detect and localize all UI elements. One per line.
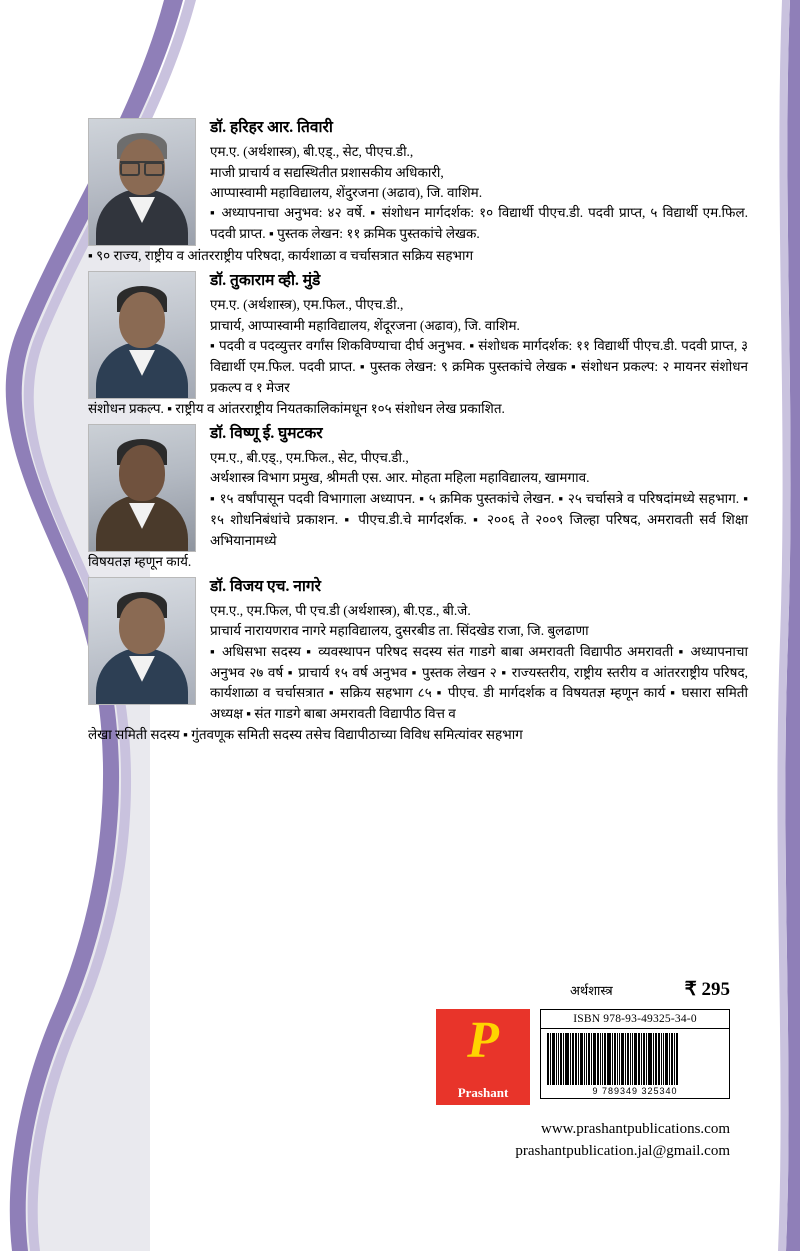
subject-label: अर्थशास्त्र bbox=[569, 983, 613, 998]
author-qualification: एम.ए., एम.फिल, पी एच.डी (अर्थशास्त्र), बी.एड., बी.जे. bbox=[210, 603, 471, 619]
decorative-swoosh-right bbox=[760, 0, 800, 1251]
author-qualification: एम.ए., बी.एड्., एम.फिल., सेट, पीएच.डी., bbox=[210, 450, 409, 466]
author-block bbox=[88, 577, 748, 746]
author-qualification: एम.ए. (अर्थशास्त्र), एम.फिल., पीएच.डी., bbox=[210, 297, 404, 313]
contact-block bbox=[88, 1119, 748, 1163]
barcode-bars bbox=[547, 1033, 723, 1085]
author-photo-1 bbox=[88, 118, 196, 246]
author-qualification: एम.ए. (अर्थशास्त्र), बी.एड्., सेट, पीएच.डी., bbox=[210, 144, 414, 160]
price-label: ₹ 295 bbox=[684, 979, 730, 1000]
author-institute: आप्पास्वामी महाविद्यालय, शेंदुरजना (अढाव), जि. वाशिम. bbox=[210, 184, 483, 200]
author-photo-3 bbox=[88, 424, 196, 552]
email-link[interactable]: prashantpublication.jal@gmail.com bbox=[515, 1142, 730, 1159]
author-details-overflow: लेखा समिती सदस्य ▪ गुंतवणूक समिती सदस्य तसेच विद्यापीठाच्या विविध समित्यांवर सहभाग bbox=[88, 727, 523, 743]
author-name: डॉ. विजय एच. नागरे bbox=[210, 577, 321, 595]
logo-name: Prashant bbox=[457, 1085, 509, 1100]
barcode bbox=[540, 1029, 730, 1099]
publisher-logo bbox=[436, 1009, 530, 1105]
author-details-overflow: विषयतज्ञ म्हणून कार्य. bbox=[88, 553, 192, 569]
price-row bbox=[88, 978, 748, 1001]
author-details: ▪ १५ वर्षांपासून पदवी विभागाला अध्यापन. ▪ ५ क्रमिक पुस्तकांचे लेखन. ▪ २५ चर्चासत्रे व परिषदांमध्ये सहभाग. ▪ १५ शोधनिबंधांचे प्रकाशन. ▪ पीएच.डी.चे मार्गदर्शक. ▪ २००६ ते २००९ जिल्हा परिषद, अमरावती सर्व शिक्षा अभियानामध्ये bbox=[210, 490, 748, 548]
author-position: प्राचार्य नारायणराव नागरे महाविद्यालय, दुसरबीड ता. सिंदखेड राजा, जि. बुलढाणा bbox=[210, 623, 589, 639]
author-name: डॉ. विष्णू ई. घुमटकर bbox=[210, 424, 323, 442]
barcode-number: 9 789349 325340 bbox=[592, 1086, 678, 1096]
author-details-overflow: ▪ ९० राज्य, राष्ट्रीय व आंतरराष्ट्रीय परिषदा, कार्यशाळा व चर्चासत्रात सक्रिय सहभाग bbox=[88, 248, 474, 263]
author-photo-2 bbox=[88, 271, 196, 399]
author-details: ▪ अध्यापनाचा अनुभव: ४२ वर्षे. ▪ संशोधन मार्गदर्शक: १० विद्यार्थी पीएच.डी. पदवी प्राप्त, ५ विद्यार्थी एम.फिल. पदवी प्राप्त. ▪ पुस्तक लेखन: ११ क्रमिक पुस्तकांचे लेखक. bbox=[210, 205, 748, 242]
isbn-text: ISBN 978-93-49325-34-0 bbox=[540, 1009, 730, 1029]
isbn-block bbox=[88, 1009, 748, 1105]
footer-section bbox=[88, 978, 748, 1163]
author-name: डॉ. तुकाराम व्ही. मुंडे bbox=[210, 271, 321, 289]
author-position: प्राचार्य, आप्पास्वामी महाविद्यालय, शेंदूरजना (अढाव), जि. वाशिम. bbox=[210, 317, 520, 333]
author-details-overflow: संशोधन प्रकल्प. ▪ राष्ट्रीय व आंतरराष्ट्रीय नियतकालिकांमधून १०५ संशोधन लेख प्रकाशित. bbox=[88, 400, 505, 416]
author-photo-4 bbox=[88, 577, 196, 705]
authors-section bbox=[88, 118, 748, 750]
author-details: ▪ पदवी व पदव्युत्तर वर्गांस शिकविण्याचा दीर्घ अनुभव. ▪ संशोधक मार्गदर्शक: ११ विद्यार्थी पीएच.डी. पदवी प्राप्त, ३ विद्यार्थी एम.फिल. पदवी प्राप्त. ▪ पुस्तक लेखन: ९ क्रमिक पुस्तकांचे लेखक ▪ संशोधन प्रकल्प: २ मायनर संशोधन प्रकल्प व १ मेजर bbox=[210, 337, 748, 395]
author-details: ▪ अधिसभा सदस्य ▪ व्यवस्थापन परिषद सदस्य संत गाडगे बाबा अमरावती विद्यापीठ अमरावती ▪ अध्यापनाचा अनुभव २७ वर्ष ▪ प्राचार्य १५ वर्ष अनुभव ▪ पुस्तक लेखन २ ▪ राज्यस्तरीय, राष्ट्रीय स्तरीय व आंतरराष्ट्रीय परिषद, कार्यशाळा व चर्चासत्रात ▪ सक्रिय सहभाग ८५ ▪ पीएच. डी मार्गदर्शक व विषयतज्ञ म्हणून कार्य ▪ घसारा समिती अध्यक्ष ▪ संत गाडगे बाबा अमरावती विद्यापीठ वित्त व bbox=[210, 643, 748, 722]
author-block bbox=[88, 424, 748, 573]
author-block bbox=[88, 271, 748, 420]
author-position: माजी प्राचार्य व सद्यस्थितीत प्रशासकीय अधिकारी, bbox=[210, 164, 444, 180]
author-name: डॉ. हरिहर आर. तिवारी bbox=[210, 119, 333, 136]
website-link[interactable]: www.prashantpublications.com bbox=[541, 1121, 730, 1137]
logo-letter: P bbox=[467, 1012, 499, 1069]
author-position: अर्थशास्त्र विभाग प्रमुख, श्रीमती एस. आर. मोहता महिला महाविद्यालय, खामगाव. bbox=[210, 470, 590, 486]
author-block bbox=[88, 118, 748, 267]
